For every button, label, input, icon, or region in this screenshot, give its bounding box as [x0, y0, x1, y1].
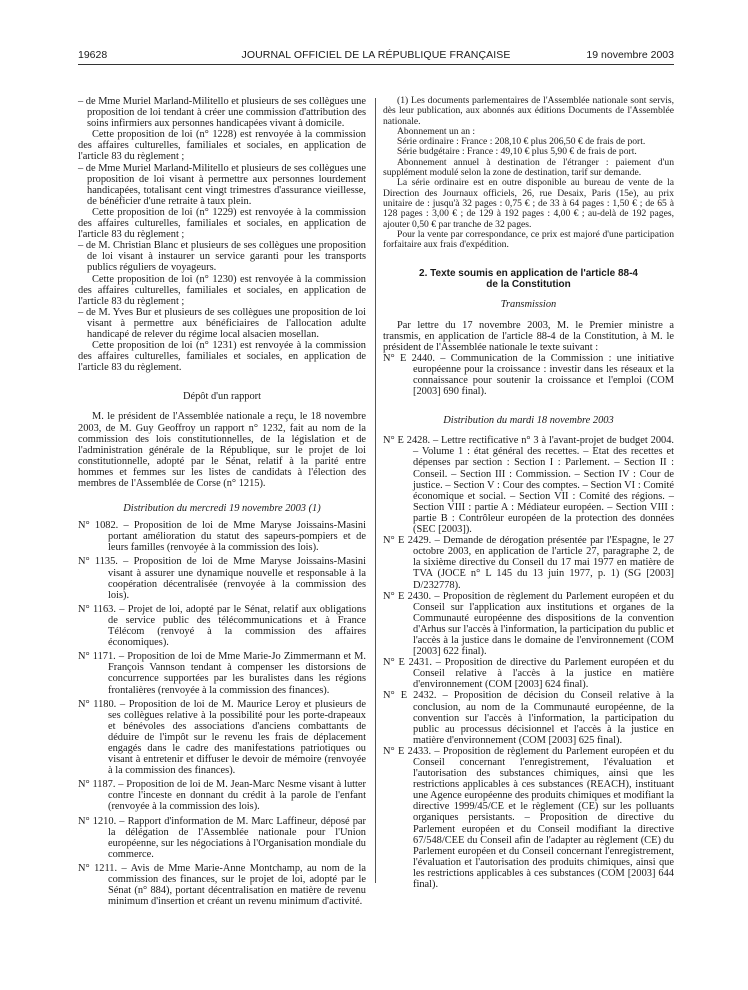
- section-title-line2: de la Constitution: [486, 279, 571, 291]
- list-item: N° 1210. – Rapport d'information de M. Marc Laffineur, déposé par la délégation de l'Assemblée nationale pour l'Union européenne, sur les négociations à l'Organisation mondiale du commerce.: [78, 815, 366, 860]
- list-item: N° E 2430. – Proposition de règlement du Parlement européen et du Conseil sur l'application aux institutions et organes de la Communauté européenne des dispositions de la convention d'Arhus sur l'accès à l'information, la participation du public et l'accès à la justice dans le domaine de l'environnement (COM [2003] 622 final).: [383, 590, 674, 658]
- list-item: N° E 2428. – Lettre rectificative n° 3 à l'avant-projet de budget 2004. – Volume 1 : état général des recettes. – Etat des recettes et dépenses par section : Section I : Parlement. – Section II : Conseil. – Section III : Commission. – Section IV : Cour de justice. – Section V : Cour des comptes. – Section VI : Comité économique et social. – Section VII : Comité des régions. – Section VIII : partie A : Médiateur européen. – Section VIII : partie B : Contrôleur européen de la protection des données (SEC [2003]).: [383, 435, 674, 536]
- depot-paragraph: M. le président de l'Assemblée nationale a reçu, le 18 novembre 2003, de M. Guy Geoffroy un rapport n° 1232, fait au nom de la commission des lois constitutionnelles, de la législation et de l'administration générale de la République, sur le projet de loi constitutionnelle, adopté par le Sénat, relatif à la parité entre hommes et femmes sur les listes de candidats à l'élection des membres de l'Assemblée de Corse (n° 1215).: [78, 411, 366, 489]
- proposal-entry: – de Mme Muriel Marland-Militello et plusieurs de ses collègues une proposition de loi tendant à créer une commission d'attribution des soins infirmiers aux personnes handicapées vivant à domicile.: [78, 96, 366, 130]
- foreign-subscription: Abonnement annuel à destination de l'étranger : paiement d'un supplément modulé selon la zone de destination, tarif sur demande.: [383, 156, 674, 179]
- list-item: N° 1211. – Avis de Mme Marie-Anne Montchamp, au nom de la commission des finances, sur le projet de loi, adopté par le Sénat (n° 884), portant décentralisation en matière de revenu minimum d'insertion et créant un revenu minimum d'activité.: [78, 862, 366, 908]
- left-column: [78, 96, 366, 907]
- list-item: N° E 2433. – Proposition de règlement du Parlement européen et du Conseil concernant l'enregistrement, l'évaluation et l'autorisation des substances chimiques, ainsi que les restrictions applicables à ces substances (REACH), instituant une Agence européenne des produits chimiques et modifiant la directive 1999/45/CE et le règlement (CE) sur les polluants organiques persistants. – Proposition de directive du Parlement européen et du Conseil modifiant la directive 67/548/CEE du Conseil afin de l'adapter au règlement (CE) du Parlement européen et du Conseil concernant l'enregistrement, l'évaluation et l'autorisation des produits chimiques, ainsi que les restrictions applicables à ces substances (COM [2003] 644 final).: [383, 745, 674, 891]
- subscription-label: Abonnement un an :: [397, 125, 476, 137]
- transmission-heading: Transmission: [500, 299, 557, 311]
- distribution-heading: Distribution du mardi 18 novembre 2003: [443, 415, 614, 427]
- list-item: N° E 2432. – Proposition de décision du Conseil relative à la conclusion, au nom de la Communauté européenne, de la convention sur l'accès à l'information, la participation du public au processus décisionnel et l'accès à la justice en matière d'environnement (COM [2003] 625 final).: [383, 690, 674, 746]
- list-item: N° E 2429. – Demande de dérogation présentée par l'Espagne, le 27 octobre 2003, en application de l'article 27, paragraphe 2, de la sixième directive du Conseil du 17 mai 1977 en matière de TVA (JOCE n° L 145 du 13 juin 1977, p. 1) (SG [2003] D/232778).: [383, 535, 674, 591]
- referral-text: Cette proposition de loi (n° 1228) est renvoyée à la commission des affaires culturelles, familiales et sociales, en application de l'article 83 du règlement ;: [78, 129, 366, 163]
- section-title-line1: 2. Texte soumis en application de l'article 88-4: [419, 268, 638, 280]
- page-number: 19628: [78, 49, 108, 61]
- issue-date: 19 novembre 2003: [586, 49, 674, 61]
- list-item: N° 1187. – Proposition de loi de M. Jean-Marc Nesme visant à lutter contre l'inceste en donnant du crédit à la parole de l'enfant (renvoyée à la commission des lois).: [78, 779, 366, 813]
- list-item: N° E 2440. – Communication de la Commission : une initiative européenne pour la croissance : investir dans les réseaux et la connaissance pour soutenir la croissance et l'emploi (COM [2003] 690 final).: [383, 352, 674, 398]
- list-item: N° 1163. – Projet de loi, adopté par le Sénat, relatif aux obligations de service public des télécommunications et à France Télécom (renvoyé à la commission des affaires économiques).: [78, 603, 366, 649]
- list-item: N° 1135. – Proposition de loi de Mme Maryse Joissains-Masini visant à assurer une dynamique nouvelle et responsable à la coopération décentralisée (renvoyée à la commission des lois).: [78, 556, 366, 601]
- sales-info: La série ordinaire est en outre disponible au bureau de vente de la Direction des Journaux officiels, 26, rue Desaix, Paris (15e), au prix unitaire de : jusqu'à 32 pages : 0,75 € ; de 33 à 64 pages : 1,50 € ; de 65 à 128 pages : 3,00 € ; de 129 à 192 pages : 4,00 € ; au-delà de 192 pages, ajouter 0,50 € par tranche de 32 pages.: [383, 177, 674, 230]
- column-divider: [375, 98, 376, 883]
- section-heading-depot: Dépôt d'un rapport: [182, 391, 262, 403]
- referral-text: Cette proposition de loi (n° 1229) est renvoyée à la commission des affaires culturelles, familiales et sociales, en application de l'article 83 du règlement ;: [78, 206, 366, 241]
- list-item: N° E 2431. – Proposition de directive du Parlement européen et du Conseil relative à l'accès à la justice en matière d'environnement (COM [2003] 624 final).: [383, 657, 674, 691]
- correspondence-info: Pour la vente par correspondance, ce prix est majoré d'une participation forfaitaire aux frais d'expédition.: [383, 228, 674, 251]
- distribution-list: [383, 435, 674, 890]
- right-column: [383, 96, 674, 890]
- distribution-list: [78, 520, 366, 907]
- list-item: N° 1180. – Proposition de loi de M. Maurice Leroy et plusieurs de ses collègues relative à la possibilité pour les porte-drapeaux et bénévoles des associations d'anciens combattants de déduire de l'impôt sur le revenu les frais de déplacement engagés dans le cadre des manifestations patriotiques ou visant à entretenir et diffuser le devoir de mémoire (renvoyée à la commission des finances).: [78, 698, 366, 777]
- proposal-entry: – de M. Christian Blanc et plusieurs de ses collègues une proposition de loi visant à instaurer un service garanti pour les transports publics réguliers de voyageurs.: [78, 240, 366, 274]
- proposal-entry: – de Mme Muriel Marland-Militello et plusieurs de ses collègues une proposition de loi visant à permettre aux personnes lourdement handicapées, totalisant cent vingt trimestres d'assurance vieillesse, de bénéficier d'une retraite à taux plein.: [78, 162, 366, 207]
- footnote-text: (1) Les documents parlementaires de l'Assemblée nationale sont servis, dès leur publication, aux abonnés aux éditions Documents de l'Assemblée nationale.: [383, 95, 674, 127]
- list-item: N° 1171. – Proposition de loi de Mme Marie-Jo Zimmermann et M. François Vannson tendant à compenser les distorsions de concurrence supportées par les buralistes dans les régions frontalières (renvoyée à la commission des finances).: [78, 651, 366, 696]
- page-header: [78, 49, 674, 63]
- referral-text: Cette proposition de loi (n° 1230) est renvoyée à la commission des affaires culturelles, familiales et sociales, en application de l'article 83 du règlement ;: [78, 273, 366, 307]
- distribution-heading: Distribution du mercredi 19 novembre 2003 (1): [123, 503, 321, 515]
- header-rule: [78, 64, 674, 65]
- proposal-entry: – de M. Yves Bur et plusieurs de ses collègues une proposition de loi visant à permettre aux bénéficiaires de l'allocation adulte handicapé de relever du régime local alsacien mosellan.: [78, 306, 366, 340]
- referral-text: Cette proposition de loi (n° 1231) est renvoyée à la commission des affaires culturelles, familiales et sociales, en application de l'article 83 du règlement.: [78, 340, 366, 374]
- list-item: N° 1082. – Proposition de loi de Mme Maryse Joissains-Masini portant amélioration du statut des sapeurs-pompiers et de leurs familles (renvoyée à la commission des lois).: [78, 520, 366, 554]
- price-budget: Série budgétaire : France : 49,10 € plus 5,90 € de frais de port.: [397, 146, 637, 158]
- price-ordinary: Série ordinaire : France : 208,10 € plus 206,50 € de frais de port.: [397, 136, 646, 148]
- transmission-paragraph: Par lettre du 17 novembre 2003, M. le Premier ministre a transmis, en application de l'article 88-4 de la Constitution, à M. le président de l'Assemblée nationale le texte suivant :: [383, 319, 674, 353]
- journal-title: JOURNAL OFFICIEL DE LA RÉPUBLIQUE FRANÇAISE: [241, 49, 511, 61]
